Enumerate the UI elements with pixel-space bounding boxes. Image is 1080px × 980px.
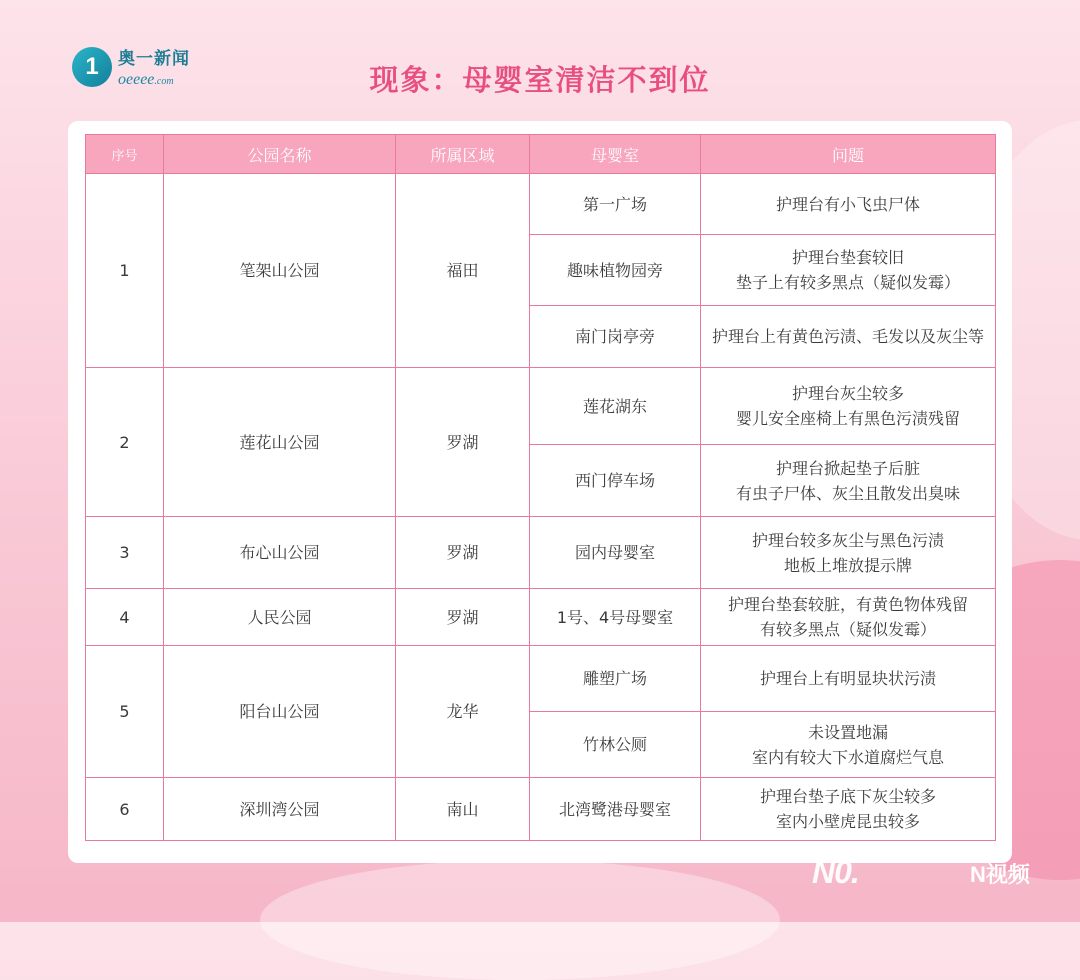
cell-index: 5 (86, 646, 164, 778)
cell-issue (701, 174, 996, 235)
issue-line: 护理台有小飞虫尸体 (775, 194, 920, 214)
page-title: 现象：母婴室清洁不到位 (369, 63, 711, 97)
issue-line: 有虫子尸体、灰尘且散发出臭味 (735, 483, 960, 503)
header-room: 母婴室 (530, 135, 701, 174)
parks-table (85, 134, 996, 841)
header-park: 公园名称 (164, 135, 396, 174)
issue-line: 护理台上有明显块状污渍 (759, 669, 936, 688)
issue-line: 垫子上有较多黑点（疑似发霉） (735, 273, 960, 292)
background-blob (260, 860, 780, 980)
cell-issue (701, 646, 996, 712)
cell-room: 北湾鹭港母婴室 (530, 778, 701, 841)
issue-line: 护理台垫子底下灰尘较多 (759, 787, 936, 806)
table-row (86, 589, 996, 646)
table-row (86, 174, 996, 235)
cell-room: 趣味植物园旁 (530, 235, 701, 306)
table-header-row (86, 135, 996, 174)
issue-line: 护理台较多灰尘与黑色污渍 (751, 530, 944, 550)
cell-room: 南门岗亭旁 (530, 306, 701, 368)
cell-district: 龙华 (396, 646, 530, 778)
issue-line: 婴儿安全座椅上有黑色污渍残留 (735, 409, 960, 428)
cell-index: 4 (86, 589, 164, 646)
issue-line: 护理台掀起垫子后脏 (775, 458, 920, 478)
header-district: 所属区域 (396, 135, 530, 174)
brand-name-en: oeeee.com (118, 71, 174, 88)
cell-room: 园内母婴室 (530, 517, 701, 589)
cell-district: 南山 (396, 778, 530, 841)
watermark-right: N视频 (970, 862, 1030, 887)
table-row (86, 517, 996, 589)
cell-park: 阳台山公园 (164, 646, 396, 778)
cell-issue (701, 517, 996, 589)
header-issue: 问题 (701, 135, 996, 174)
table-row (86, 778, 996, 841)
cell-room: 莲花湖东 (530, 368, 701, 445)
cell-index: 1 (86, 174, 164, 368)
cell-room: 第一广场 (530, 174, 701, 235)
cell-index: 3 (86, 517, 164, 589)
issue-line: 地板上堆放提示牌 (783, 555, 912, 575)
cell-room: 1号、4号母婴室 (530, 589, 701, 646)
issue-line: 护理台垫套较旧 (791, 248, 904, 267)
cell-index: 2 (86, 368, 164, 517)
table-row (86, 368, 996, 445)
cell-park: 布心山公园 (164, 517, 396, 589)
cell-district: 福田 (396, 174, 530, 368)
cell-issue (701, 368, 996, 445)
header-index: 序号 (86, 135, 164, 174)
cell-room: 雕塑广场 (530, 646, 701, 712)
logo-icon: 1 (72, 47, 112, 87)
cell-room: 西门停车场 (530, 445, 701, 517)
cell-district: 罗湖 (396, 517, 530, 589)
issue-line: 护理台垫套较脏，有黄色物体残留 (727, 595, 968, 614)
issue-line: 室内小壁虎昆虫较多 (775, 812, 920, 831)
watermark-left: N0. (812, 854, 859, 890)
cell-issue (701, 235, 996, 306)
cell-room: 竹林公厕 (530, 712, 701, 778)
issue-line: 室内有较大下水道腐烂气息 (751, 747, 944, 767)
issue-line: 未设置地漏 (807, 722, 888, 742)
issue-line: 有较多黑点（疑似发霉） (759, 620, 936, 639)
cell-park: 深圳湾公园 (164, 778, 396, 841)
cell-index: 6 (86, 778, 164, 841)
cell-park: 笔架山公园 (164, 174, 396, 368)
table-row (86, 646, 996, 712)
issue-line: 护理台上有黄色污渍、毛发以及灰尘等 (711, 327, 984, 346)
cell-issue (701, 306, 996, 368)
cell-district: 罗湖 (396, 589, 530, 646)
cell-issue (701, 712, 996, 778)
cell-issue (701, 589, 996, 646)
brand-name-cn: 奥一新闻 (118, 49, 190, 69)
cell-issue (701, 445, 996, 517)
cell-park: 人民公园 (164, 589, 396, 646)
cell-park: 莲花山公园 (164, 368, 396, 517)
cell-district: 罗湖 (396, 368, 530, 517)
cell-issue (701, 778, 996, 841)
issue-line: 护理台灰尘较多 (791, 384, 904, 403)
